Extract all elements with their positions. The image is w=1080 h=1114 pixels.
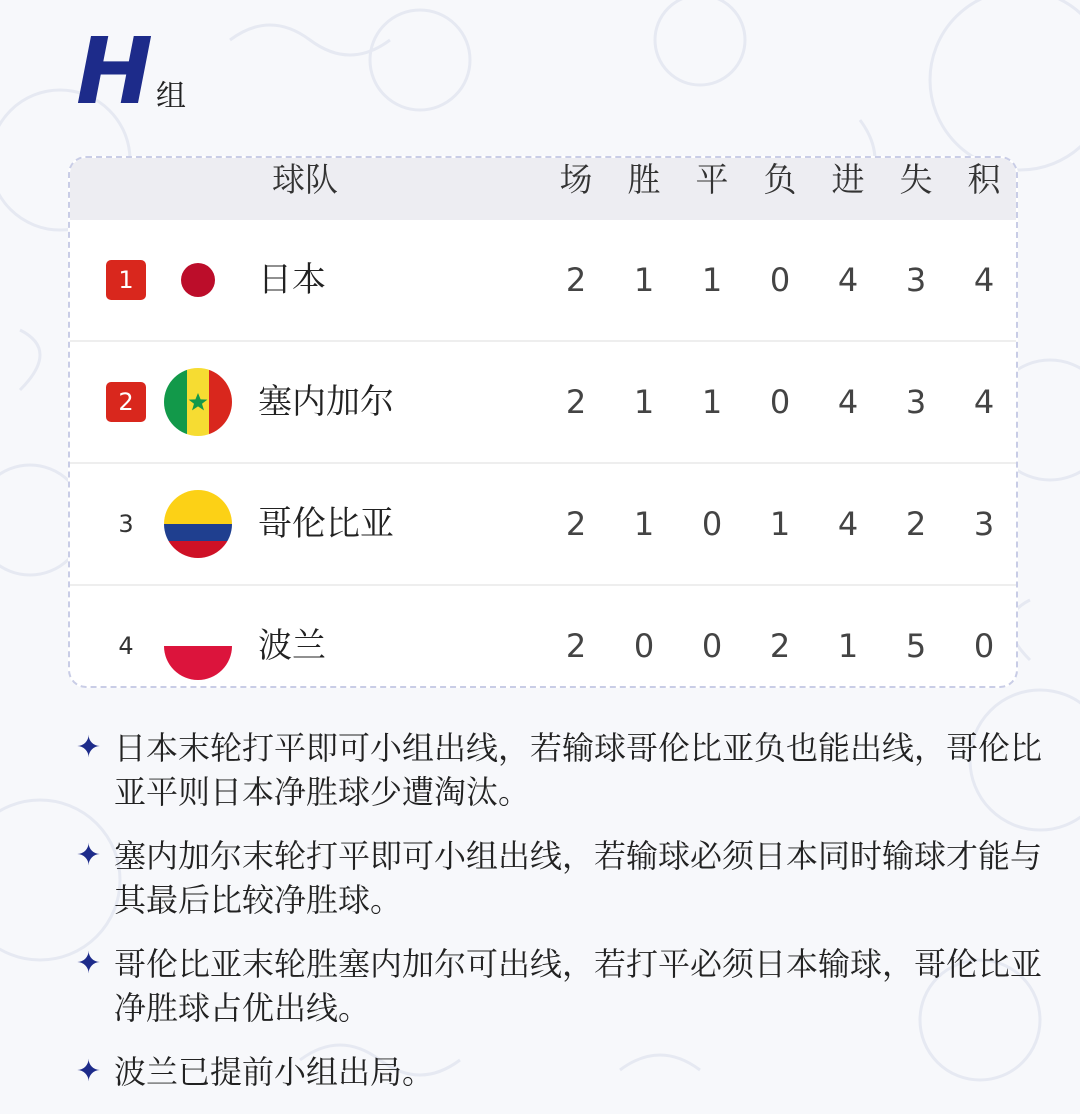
rank-badge: 2 <box>106 382 146 422</box>
note-text: 波兰已提前小组出局。 <box>114 1053 435 1091</box>
rank-number: 4 <box>118 632 134 660</box>
poland-flag-icon <box>164 612 232 680</box>
won-value: 0 <box>633 627 655 665</box>
japan-flag-icon <box>164 246 232 314</box>
lost-value: 0 <box>769 261 791 299</box>
header-points: 积 <box>967 160 1001 199</box>
drawn-value: 1 <box>701 383 723 421</box>
note-text: 日本末轮打平即可小组出线，若输球哥伦比亚负也能出线，哥伦比亚平则日本净胜球少遭淘汰。 <box>114 729 1043 811</box>
list-item <box>76 726 1066 814</box>
team-name: 哥伦比亚 <box>258 504 394 544</box>
header-played: 场 <box>559 160 593 199</box>
four-point-star-icon: ✦ <box>76 1054 102 1089</box>
drawn-value: 0 <box>701 505 723 543</box>
header-goals-against: 失 <box>899 160 933 199</box>
lost-value: 0 <box>769 383 791 421</box>
played-value: 2 <box>565 261 587 299</box>
points-value: 4 <box>973 261 995 299</box>
team-name: 塞内加尔 <box>258 382 394 422</box>
list-item <box>76 1050 1066 1094</box>
table-header <box>70 158 1018 220</box>
rank-badge: 1 <box>106 260 146 300</box>
header-won: 胜 <box>627 160 661 199</box>
senegal-flag-icon <box>164 368 232 436</box>
four-point-star-icon: ✦ <box>76 838 102 873</box>
goals-for-value: 4 <box>837 505 859 543</box>
header-drawn: 平 <box>695 160 729 199</box>
lost-value: 1 <box>769 505 791 543</box>
rank-number: 3 <box>118 510 134 538</box>
goals-against-value: 2 <box>905 505 927 543</box>
table-row <box>70 464 1018 586</box>
played-value: 2 <box>565 505 587 543</box>
team-name: 日本 <box>258 260 326 300</box>
group-suffix: 组 <box>156 79 186 114</box>
four-point-star-icon: ✦ <box>76 946 102 981</box>
won-value: 1 <box>633 261 655 299</box>
goals-against-value: 5 <box>905 627 927 665</box>
points-value: 0 <box>973 627 995 665</box>
note-text: 塞内加尔末轮打平即可小组出线，若输球必须日本同时输球才能与其最后比较净胜球。 <box>114 837 1043 919</box>
table-row <box>70 220 1018 342</box>
list-item <box>76 942 1066 1030</box>
colombia-flag-icon <box>164 490 232 558</box>
won-value: 1 <box>633 383 655 421</box>
group-letter: H <box>76 18 153 125</box>
played-value: 2 <box>565 627 587 665</box>
notes-list <box>76 726 1066 1114</box>
lost-value: 2 <box>769 627 791 665</box>
goals-for-value: 4 <box>837 261 859 299</box>
goals-for-value: 1 <box>837 627 859 665</box>
drawn-value: 1 <box>701 261 723 299</box>
goals-for-value: 4 <box>837 383 859 421</box>
points-value: 3 <box>973 505 995 543</box>
four-point-star-icon: ✦ <box>76 730 102 765</box>
team-name: 波兰 <box>258 626 326 666</box>
header-goals-for: 进 <box>831 160 865 199</box>
standings-table <box>68 156 1018 688</box>
note-text: 哥伦比亚末轮胜塞内加尔可出线，若打平必须日本输球，哥伦比亚净胜球占优出线。 <box>114 945 1043 1027</box>
header-team: 球队 <box>272 160 338 199</box>
table-row <box>70 586 1018 688</box>
points-value: 4 <box>973 383 995 421</box>
table-row <box>70 342 1018 464</box>
played-value: 2 <box>565 383 587 421</box>
goals-against-value: 3 <box>905 261 927 299</box>
list-item <box>76 834 1066 922</box>
goals-against-value: 3 <box>905 383 927 421</box>
header-lost: 负 <box>763 160 797 199</box>
drawn-value: 0 <box>701 627 723 665</box>
won-value: 1 <box>633 505 655 543</box>
